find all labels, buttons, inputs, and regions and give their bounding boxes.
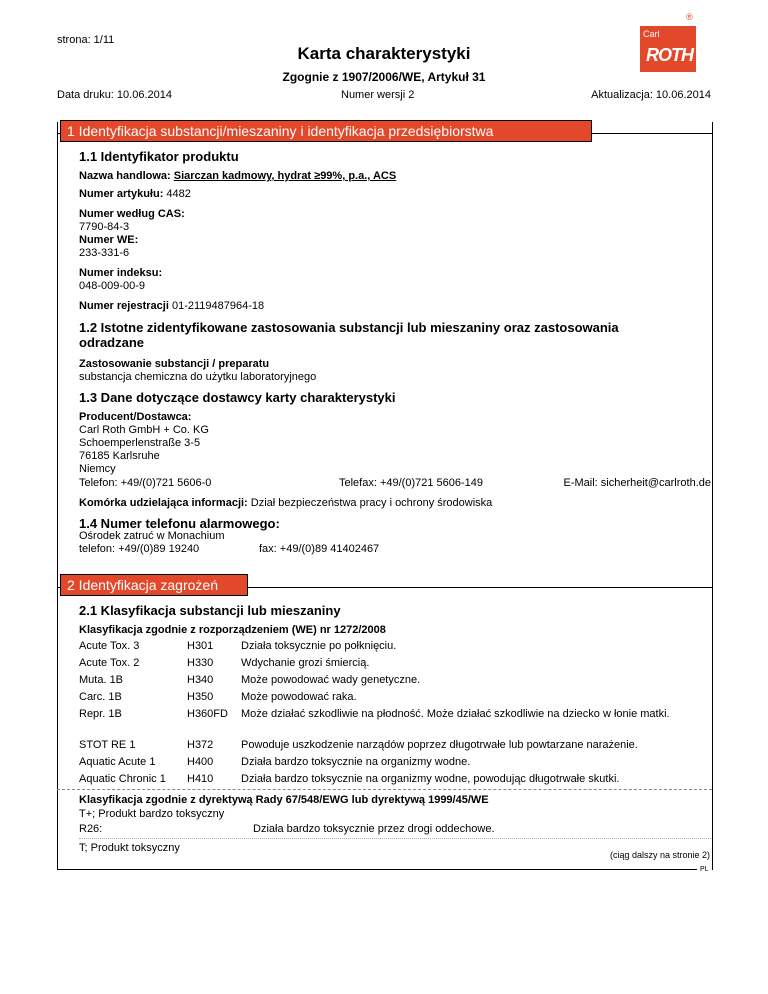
continued-note: (ciąg dalszy na stronie 2) <box>609 850 710 860</box>
hazard-category: Aquatic Acute 1 <box>79 756 156 768</box>
emergency-fax: fax: +49/(0)89 41402467 <box>259 543 380 555</box>
producer <box>79 411 209 476</box>
t-plus-label: T+; Produkt bardzo toksyczny <box>79 808 225 820</box>
we-value: 233-331-6 <box>79 247 130 259</box>
cas-value: 7790-84-3 <box>79 221 130 233</box>
heading-1-2-line2: odradzane <box>79 335 145 350</box>
hazard-text: Może powodować wady genetyczne. <box>241 674 421 686</box>
hazard-text: Działa toksycznie po połknięciu. <box>241 640 397 652</box>
article-number-label: Numer artykułu: <box>79 188 164 200</box>
section-2-heading: 2 Identyfikacja zagrożeń <box>60 574 248 596</box>
email-link[interactable]: E-Mail: sicherheit@carlroth.de <box>563 477 711 489</box>
update-date: Aktualizacja: 10.06.2014 <box>591 89 711 101</box>
emergency-center: Ośrodek zatruć w Monachium <box>79 530 225 542</box>
cas-label: Numer według CAS: <box>79 208 185 220</box>
hazard-category: Carc. 1B <box>79 691 122 703</box>
hazard-category: Aquatic Chronic 1 <box>79 773 166 785</box>
hazard-text: Może powodować raka. <box>241 691 357 703</box>
hazard-code: H400 <box>187 756 214 768</box>
hazard-code: H340 <box>187 674 214 686</box>
hazard-text: Powoduje uszkodzenie narządów poprzez długotrwałe lub powtarzane narażenie. <box>241 739 638 751</box>
emergency-phone: telefon: +49/(0)89 19240 <box>79 543 200 555</box>
heading-1-4: 1.4 Numer telefonu alarmowego: <box>79 516 280 531</box>
fax-number: Telefax: +49/(0)721 5606-149 <box>339 477 484 489</box>
article-number-value: 4482 <box>166 188 191 200</box>
trade-name-value: Siarczan kadmowy, hydrat ≥99%, p.a., ACS <box>173 170 397 182</box>
print-date: Data druku: 10.06.2014 <box>57 89 172 101</box>
hazard-category: STOT RE 1 <box>79 739 136 751</box>
r26-text: Działa bardzo toksycznie przez drogi oddechowe. <box>253 823 495 835</box>
producer-line: Carl Roth GmbH + Co. KG <box>79 424 209 436</box>
trade-name-label: Nazwa handlowa: <box>79 170 171 182</box>
heading-1-2 <box>79 320 619 350</box>
index-number <box>79 267 162 293</box>
t-label: T; Produkt toksyczny <box>79 842 180 854</box>
hazard-code: H360FD <box>187 708 228 720</box>
heading-1-1: 1.1 Identyfikator produktu <box>79 149 239 164</box>
roth-logo <box>640 12 696 72</box>
heading-1-2-line1: 1.2 Istotne zidentyfikowane zastosowania substancji lub mieszaniny oraz zastosowania <box>79 320 619 335</box>
article-number <box>79 188 191 201</box>
hazard-code: H330 <box>187 657 214 669</box>
heading-2-1: 2.1 Klasyfikacja substancji lub mieszaniny <box>79 603 341 618</box>
substance-use <box>79 358 316 384</box>
r26-code: R26: <box>79 823 103 835</box>
hazard-code: H372 <box>187 739 214 751</box>
info-label: Komórka udzielająca informacji: <box>79 497 248 509</box>
hazard-text: Może działać szkodliwie na płodność. Może działać szkodliwie na dziecko w łonie matki. <box>241 708 670 720</box>
hazard-text: Wdychanie grozi śmiercią. <box>241 657 370 669</box>
language-code: PL <box>700 866 709 873</box>
logo-mark: Carl <box>643 29 660 39</box>
document-subtitle: Zgognie z 1907/2006/WE, Artykuł 31 <box>282 70 486 84</box>
hazard-category: Muta. 1B <box>79 674 124 686</box>
version-number: Numer wersji 2 <box>341 89 415 101</box>
hazard-code: H301 <box>187 640 214 652</box>
info-unit <box>79 497 492 510</box>
producer-label: Producent/Dostawca: <box>79 411 192 423</box>
registered-mark: ® <box>686 12 693 22</box>
trade-name <box>79 170 396 183</box>
hazard-category: Acute Tox. 2 <box>79 657 140 669</box>
directive-heading: Klasyfikacja zgodnie z dyrektywą Rady 67/548/EWG lub dyrektywą 1999/45/WE <box>79 794 489 806</box>
dashed-separator <box>57 789 712 790</box>
heading-1-3: 1.3 Dane dotyczące dostawcy karty charakterystyki <box>79 390 396 405</box>
cas-number <box>79 208 185 260</box>
use-value: substancja chemiczna do użytku laboratoryjnego <box>79 371 317 383</box>
producer-line: 76185 Karlsruhe <box>79 450 160 462</box>
producer-line: Schoemperlenstraße 3-5 <box>79 437 201 449</box>
index-value: 048-009-00-9 <box>79 280 146 292</box>
info-value: Dział bezpieczeństwa pracy i ochrony środowiska <box>250 497 493 509</box>
hazard-category: Repr. 1B <box>79 708 122 720</box>
logo-text: ROTH <box>646 45 693 65</box>
we-label: Numer WE: <box>79 234 139 246</box>
registration-value: 01-2119487964-18 <box>171 300 265 312</box>
registration-number <box>79 300 264 313</box>
hazard-text: Działa bardzo toksycznie na organizmy wodne. <box>241 756 471 768</box>
hazard-text: Działa bardzo toksycznie na organizmy wodne, powodując długotrwałe skutki. <box>241 773 620 785</box>
clp-heading: Klasyfikacja zgodnie z rozporządzeniem (WE) nr 1272/2008 <box>79 624 386 636</box>
use-label: Zastosowanie substancji / preparatu <box>79 358 270 370</box>
producer-line: Niemcy <box>79 463 116 475</box>
hazard-category: Acute Tox. 3 <box>79 640 140 652</box>
registration-label: Numer rejestracji <box>79 300 169 312</box>
hazard-code: H350 <box>187 691 214 703</box>
footer-rule <box>57 869 697 870</box>
phone-number: Telefon: +49/(0)721 5606-0 <box>79 477 212 489</box>
section-1-heading: 1 Identyfikacja substancji/mieszaniny i identyfikacja przedsiębiorstwa <box>60 120 592 142</box>
page-number: strona: 1/11 <box>57 34 115 46</box>
hazard-code: H410 <box>187 773 214 785</box>
document-title: Karta charakterystyki <box>297 44 471 63</box>
dotted-separator <box>79 838 711 839</box>
index-label: Numer indeksu: <box>79 267 163 279</box>
